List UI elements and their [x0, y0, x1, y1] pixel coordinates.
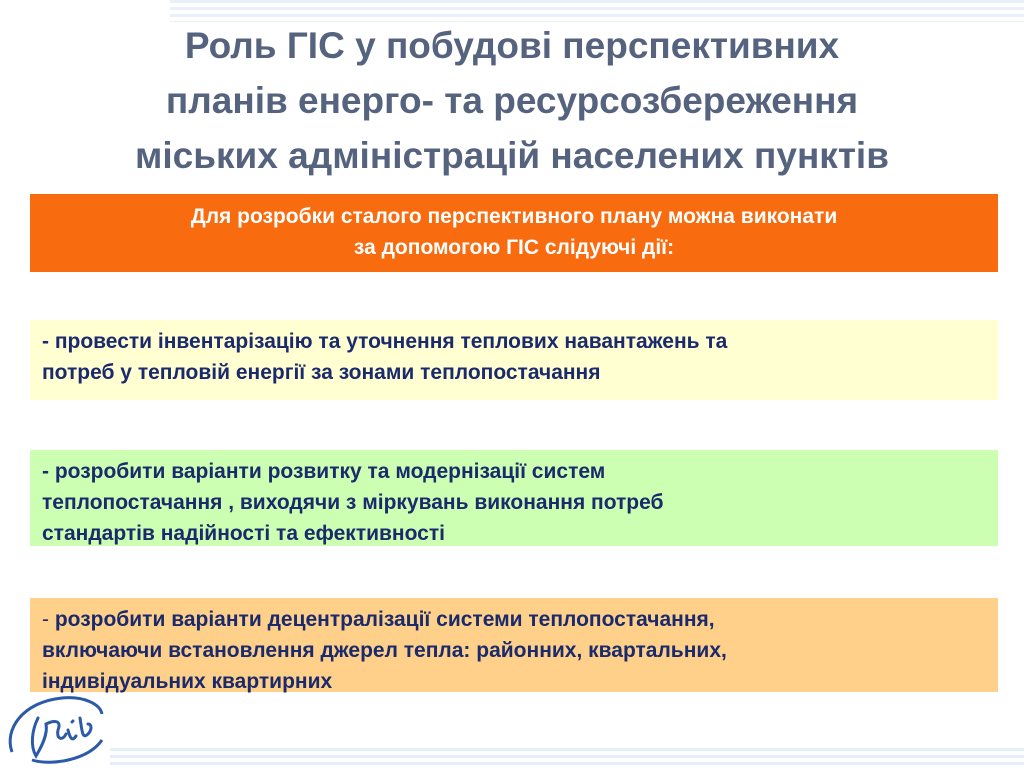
action-item-line: - провести інвентарізацію та уточнення теплових навантажень та	[42, 330, 728, 353]
action-item-line: теплопостачання , виходячи з міркувань виконання потреб	[42, 491, 664, 514]
action-item-inventory	[30, 320, 998, 400]
slide-title-line-3: міських адміністрацій населених пунктів	[135, 135, 889, 176]
intro-line-1: Для розробки сталого перспективного плану можна виконати	[190, 205, 838, 228]
bottom-decorative-stripes	[110, 744, 1024, 768]
action-item-development	[30, 450, 998, 546]
signature-logo-icon	[2, 690, 108, 768]
action-item-decentralization	[30, 598, 998, 692]
action-item-line: потреб у тепловій енергії за зонами теплопостачання	[42, 361, 601, 384]
action-item-line: стандартів надійності та ефективності	[42, 522, 445, 545]
action-item-text: розробити варіанти децентралізації системи теплопостачання,	[54, 608, 715, 631]
action-item-dash: -	[42, 608, 55, 631]
intro-line-2: за допомогою ГІС слідуючі дії:	[353, 236, 675, 259]
action-item-line	[42, 604, 986, 635]
slide-title	[0, 18, 1024, 183]
action-item-line: - розробити варіанти розвитку та модернізації систем	[42, 460, 606, 483]
slide-title-line-2: планів енерго- та ресурсозбереження	[165, 80, 859, 121]
action-item-line: індивідуальних квартирних	[42, 670, 333, 693]
slide-title-line-1: Роль ГІС у побудові перспективних	[184, 25, 840, 66]
intro-box	[30, 194, 998, 272]
action-item-line: включаючи встановлення джерел тепла: районних, квартальних,	[42, 639, 727, 662]
